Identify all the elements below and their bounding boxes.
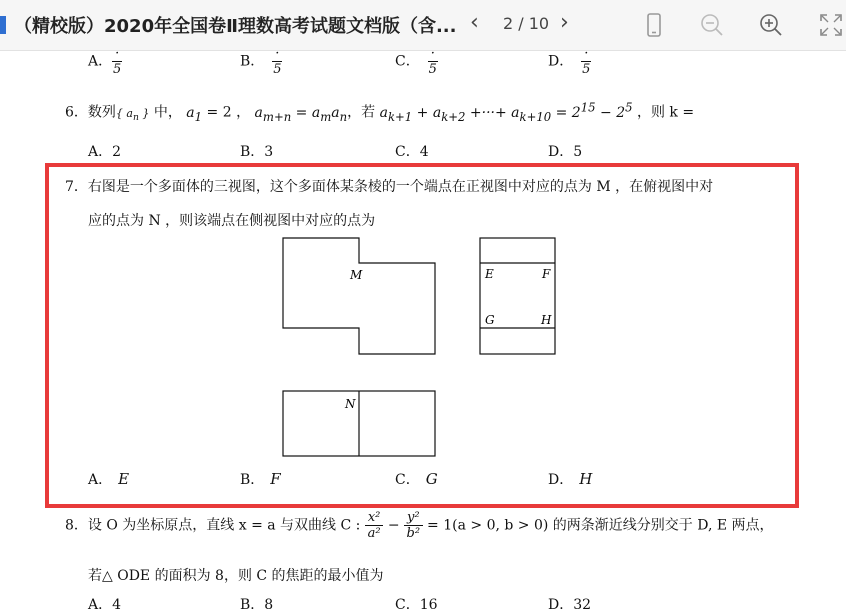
q5-option-c: C． $\frac{\cdot}{5}$	[395, 46, 437, 77]
phone-view-icon[interactable]	[641, 12, 667, 38]
page-indicator: 2 / 10	[503, 14, 550, 33]
q5-option-d: D． $\frac{\cdot}{5}$	[548, 46, 591, 77]
fullscreen-icon[interactable]	[818, 12, 844, 38]
q5-option-b: B． $\frac{\cdot}{5}$	[240, 46, 282, 77]
viewer-toolbar	[0, 0, 846, 51]
q6-stem: 6．数列{ $a_n$ } 中， $a_1 = 2$ ， $a_{m+n} = a_ma_n$，若 $a_{k+1} + a_{k+2}$ +···+ $a_{k+10} = 2^{15} - 2^5$ ，则 k =	[65, 100, 695, 124]
three-view-figure	[270, 230, 570, 465]
label-n: N	[345, 397, 356, 411]
q6-option-d: D．5	[548, 144, 583, 160]
side-view	[480, 238, 555, 354]
front-view	[283, 238, 435, 354]
q8-option-a: A．4	[88, 597, 122, 613]
q8-option-c: C．16	[395, 597, 438, 613]
q8-option-d: D．32	[548, 597, 592, 613]
q7-option-c: C． G	[395, 470, 438, 488]
q5-option-a: A． $\frac{\cdot}{5}$	[88, 46, 122, 77]
q6-option-c: C．4	[395, 144, 429, 160]
label-f: F	[542, 267, 551, 281]
q7-option-d: D． H	[548, 470, 593, 488]
document-icon	[0, 16, 6, 34]
q7-option-b: B． F	[240, 470, 281, 488]
q6-option-b: B．3	[240, 144, 274, 160]
q6-option-a: A．2	[88, 144, 122, 160]
document-title: （精校版）2020年全国卷Ⅱ理数高考试题文档版（含...	[0, 12, 456, 38]
q8-option-b: B．8	[240, 597, 274, 613]
label-m: M	[350, 268, 363, 282]
label-h: H	[541, 313, 552, 327]
label-g: G	[485, 313, 495, 327]
q8-stem-line2: 若△ ODE 的面积为 8，则 C 的焦距的最小值为	[88, 568, 384, 584]
q8-stem-line1: 8．设 O 为坐标原点，直线 x = a 与双曲线 C : $\frac{\text{x²}}{\text{a²}}$ − $\frac{\text{y²}}{\text{b²}}$ = 1(a > 0, b > 0) 的两条渐近线分别交于 D, E 两点，	[65, 510, 774, 541]
zoom-out-icon[interactable]	[699, 12, 725, 38]
q7-stem-line1: 7．右图是一个多面体的三视图，这个多面体某条棱的一个端点在正视图中对应的点为 M ，在俯视图中对	[65, 179, 714, 195]
zoom-in-icon[interactable]	[758, 12, 784, 38]
label-e: E	[485, 267, 494, 281]
q7-option-a: A． E	[88, 470, 130, 488]
chevron-left-icon[interactable]: ‹	[470, 10, 479, 35]
q7-stem-line2: 应的点为 N ，则该端点在侧视图中对应的点为	[88, 213, 376, 229]
chevron-right-icon[interactable]: ›	[560, 10, 569, 35]
